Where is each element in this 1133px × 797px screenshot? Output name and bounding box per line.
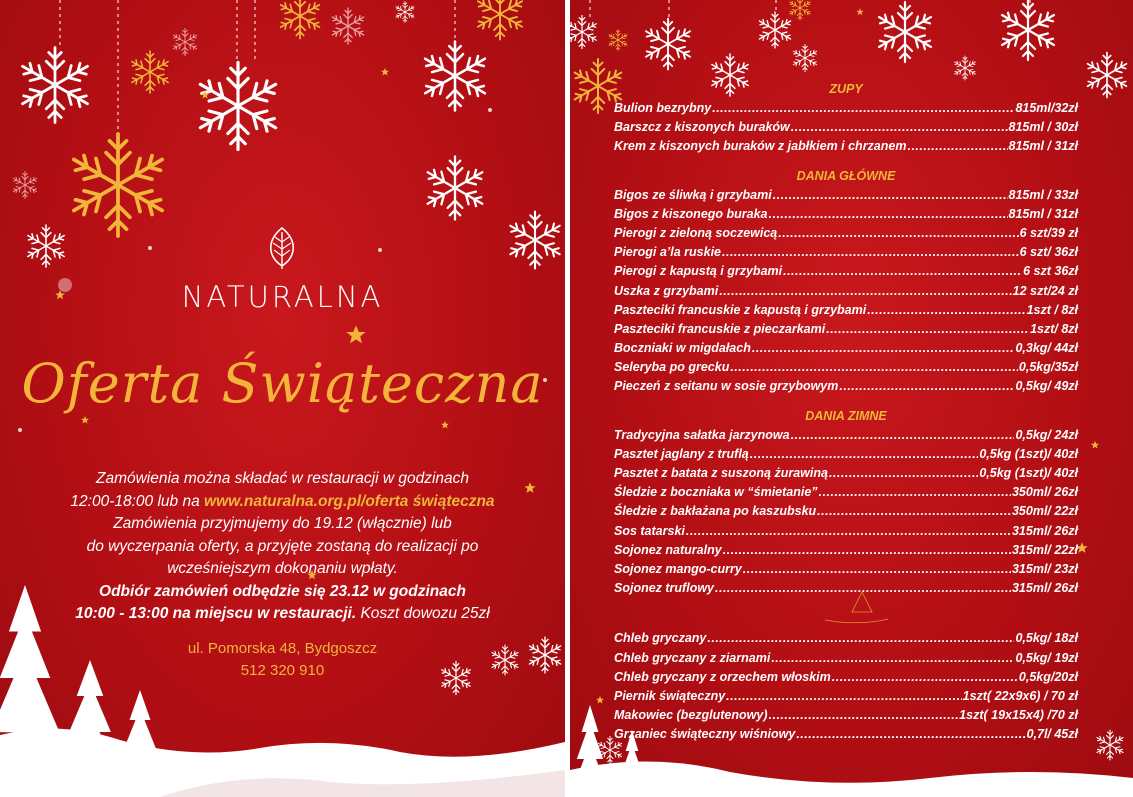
phone: 512 320 910 — [240, 662, 325, 679]
menu-item — [614, 205, 1078, 224]
menu-item — [614, 262, 1078, 281]
menu-item-price: 815ml/32zł — [1015, 101, 1078, 115]
menu-item-name: Chleb gryczany z orzechem włoskim — [614, 669, 831, 684]
menu-item-name: Barszcz z kiszonych buraków — [614, 120, 790, 135]
dot-leader — [752, 339, 1015, 358]
menu-item — [614, 560, 1078, 579]
menu-item — [614, 358, 1078, 377]
menu-item-name: Paszteciki francuskie z pieczarkami — [614, 321, 826, 336]
menu-item-price: 0,5kg/ 49zł — [1015, 379, 1078, 394]
menu-item-price: 1szt( 22x9x6) / 70 zł — [962, 688, 1078, 703]
snowflake-icon — [195, 63, 280, 150]
menu-item-price: 1szt( 19x15x4) /70 zł — [959, 708, 1078, 723]
menu-item — [614, 118, 1078, 137]
menu-item — [614, 668, 1078, 687]
menu-item — [614, 282, 1078, 301]
snowflake-icon — [278, 0, 322, 39]
menu-item-name: Tradycyjna sałatka jarzynowa — [614, 427, 790, 442]
info-line: do wyczerpania oferty, a przyjęte zostaną do realizacji po — [86, 537, 479, 555]
snowflake-icon — [129, 51, 170, 93]
menu-item-price: 815ml / 33zł — [1008, 187, 1078, 202]
snowflake-icon — [475, 0, 525, 39]
menu-item — [614, 629, 1078, 648]
menu-item-price: 815ml / 30zł — [1008, 120, 1078, 135]
dot-leader — [829, 464, 978, 483]
menu-item — [614, 377, 1078, 396]
snowflake-icon — [424, 157, 486, 220]
dot-leader — [715, 579, 1011, 598]
menu-item-price: 350ml/ 22zł — [1011, 504, 1078, 519]
menu-item-name: Bulion bezrybny — [614, 101, 712, 115]
menu-item-price: 0,5kg (1szt)/ 40zł — [979, 446, 1078, 461]
dot-leader — [726, 687, 961, 706]
brand-name: NATURALNA — [181, 280, 384, 314]
menu-item-price: 6 szt/ 36zł — [1019, 245, 1078, 260]
menu-item — [614, 99, 1078, 118]
menu-item — [614, 426, 1078, 445]
dot-leader — [839, 377, 1014, 396]
pickup-line — [30, 603, 535, 626]
menu-item-name: Śledzie z boczniaka w “śmietanie” — [614, 485, 818, 500]
contact — [0, 638, 565, 682]
menu-item-name: Pieczeń z seitanu w sosie grzybowym — [614, 379, 839, 394]
dot-leader — [778, 224, 1018, 243]
menu-section-title: DANIA GŁÓWNE — [796, 168, 896, 183]
menu-item — [614, 243, 1078, 262]
menu-item-price: 0,5kg/20zł — [1018, 669, 1078, 684]
menu-item-name: Sos tatarski — [614, 523, 685, 538]
menu-item-name: Boczniaki w migdałach — [614, 341, 751, 356]
dot-leader — [832, 668, 1018, 687]
menu-item-name: Krem z kiszonych buraków z jabłkiem i chrzanem — [614, 139, 907, 154]
menu-item-price: 0,5kg (1szt)/ 40zł — [979, 466, 1078, 480]
dot-leader — [707, 629, 1014, 648]
menu-item-name: Bigos z kiszonego buraka — [614, 206, 768, 221]
info-line: Zamówienia można składać w restauracji w godzinach — [95, 470, 470, 487]
menu-item — [614, 483, 1078, 502]
menu-item — [614, 320, 1078, 339]
address: ul. Pomorska 48, Bydgoszcz — [187, 640, 378, 657]
menu-item — [614, 541, 1078, 560]
menu-item-price: 0,5kg/ 18zł — [1015, 631, 1078, 646]
menu-item-price: 0,7l/ 45zł — [1026, 727, 1078, 742]
menu-item-price: 350ml/ 26zł — [1011, 485, 1078, 500]
left-panel — [0, 0, 565, 797]
dot-leader — [819, 483, 1011, 502]
dot-leader — [826, 320, 1029, 339]
dot-leader — [791, 426, 1015, 445]
dot-leader — [750, 445, 979, 464]
dot-leader — [783, 262, 1022, 281]
dot-leader — [723, 541, 1011, 560]
menu-item — [614, 649, 1078, 668]
dot-leader — [796, 725, 1025, 744]
dot-leader — [730, 358, 1018, 377]
menu-list — [614, 80, 1078, 744]
menu-item-name: Śledzie z bakłażana po kaszubsku — [614, 504, 817, 519]
menu-item-price: 1szt / 8zł — [1026, 302, 1078, 317]
menu-item-name: Pierogi a’la ruskie — [614, 245, 721, 260]
menu-item — [614, 224, 1078, 243]
menu-item — [614, 339, 1078, 358]
dot-leader — [722, 243, 1019, 262]
dot-leader — [773, 186, 1008, 205]
menu-section-title — [614, 610, 1078, 629]
menu-item-name: Sojonez truflowy — [614, 581, 714, 596]
menu-item-price: 0,3kg/ 44zł — [1015, 341, 1078, 356]
menu-section-title: DANIA ZIMNE — [805, 408, 887, 423]
menu-item-price: 0,5kg/ 24zł — [1015, 427, 1078, 442]
delivery-cost: Koszt dowozu 25zł — [356, 605, 490, 622]
menu-item — [614, 687, 1078, 706]
menu-item — [614, 522, 1078, 541]
snowflake-icon — [507, 212, 563, 269]
menu-item-name: Pasztet jaglany z truflą — [614, 446, 749, 461]
menu-item-price: 315ml/ 26zł — [1011, 581, 1078, 596]
menu-item-name: Pasztet z batata z suszoną żurawiną — [614, 466, 828, 480]
menu-item-name: Chleb gryczany z ziarnami — [614, 650, 771, 665]
menu-item — [614, 579, 1078, 598]
dot-leader — [769, 706, 959, 725]
menu-item-price: 315ml/ 22zł — [1011, 542, 1078, 557]
dot-leader — [791, 118, 1008, 137]
snowflake-icon — [330, 8, 365, 44]
dot-leader — [712, 99, 1014, 118]
menu-item-price: 12 szt/24 zł — [1012, 283, 1078, 298]
menu-item-price: 1szt/ 8zł — [1030, 321, 1078, 336]
order-link[interactable]: www.naturalna.org.pl/oferta świąteczna — [204, 492, 495, 510]
snowflake-icon — [68, 134, 168, 236]
menu-item-price: 315ml/ 26zł — [1011, 523, 1078, 538]
dot-leader — [686, 522, 1011, 541]
menu-item — [614, 301, 1078, 320]
menu-item-name: Paszteciki francuskie z kapustą i grzybami — [614, 302, 867, 317]
menu-item-price: 815ml / 31zł — [1008, 206, 1078, 221]
menu-item-name: Seleryba po grecku — [614, 360, 730, 375]
menu-item — [614, 445, 1078, 464]
snowflake-icon — [25, 225, 66, 267]
menu-item-name: Pierogi z zieloną soczewicą — [614, 225, 778, 240]
pickup-time: 10:00 - 13:00 na miejscu w restauracji. — [75, 605, 357, 622]
menu-item — [614, 464, 1078, 483]
menu-item-name: Pierogi z kapustą i grzybami — [614, 264, 783, 279]
dot-leader — [719, 282, 1011, 301]
menu-item-price: 6 szt 36zł — [1023, 264, 1078, 279]
dot-leader — [769, 205, 1008, 224]
snowflake-icon — [12, 172, 39, 199]
menu-item-price: 315ml/ 23zł — [1011, 561, 1078, 576]
dot-leader — [743, 560, 1011, 579]
order-info — [30, 468, 535, 626]
menu-item — [614, 706, 1078, 725]
info-line: Zamówienia przyjmujemy do 19.12 (włącznie) lub — [113, 515, 452, 532]
page-title: Oferta Świąteczna — [21, 352, 544, 415]
info-line: wcześniejszym dokonaniu wpłaty. — [167, 560, 398, 577]
menu-item — [614, 725, 1078, 744]
pickup-line: Odbiór zamówień odbędzie się 23.12 w godzinach — [99, 582, 466, 600]
menu-item-price: 815ml / 31zł — [1008, 139, 1078, 154]
menu-section-title: ZUPY — [829, 82, 863, 96]
dot-leader — [817, 502, 1011, 521]
menu-item-name: Makowiec (bezglutenowy) — [614, 708, 768, 723]
menu-item-name: Uszka z grzybami — [614, 283, 719, 298]
leaf-logo-icon — [263, 226, 301, 270]
info-line — [30, 491, 535, 514]
menu-item-price: 0,5kg/35zł — [1018, 360, 1078, 375]
menu-item-price: 0,5kg/ 19zł — [1015, 650, 1078, 665]
snowflake-icon — [421, 42, 489, 111]
snowflake-icon — [172, 29, 199, 56]
menu-item-name: Sojonez naturalny — [614, 542, 722, 557]
info-text: 12:00-18:00 lub na — [70, 492, 205, 510]
menu-item-name: Grzaniec świąteczny wiśniowy — [614, 727, 796, 742]
menu-item-price: 6 szt/39 zł — [1019, 225, 1078, 240]
menu-item-name: Chleb gryczany — [614, 631, 707, 646]
dot-leader — [771, 649, 1014, 668]
right-panel — [570, 0, 1133, 797]
menu-item-name: Piernik świąteczny — [614, 688, 726, 703]
menu-item-name: Sojonez mango-curry — [614, 561, 742, 576]
dot-leader — [867, 301, 1025, 320]
menu-item — [614, 137, 1078, 156]
snowflake-icon — [395, 1, 416, 22]
dot-leader — [907, 137, 1007, 156]
snowflake-icon — [18, 48, 92, 123]
menu-item — [614, 186, 1078, 205]
menu-item-name: Bigos ze śliwką i grzybami — [614, 187, 772, 202]
menu-item — [614, 502, 1078, 521]
